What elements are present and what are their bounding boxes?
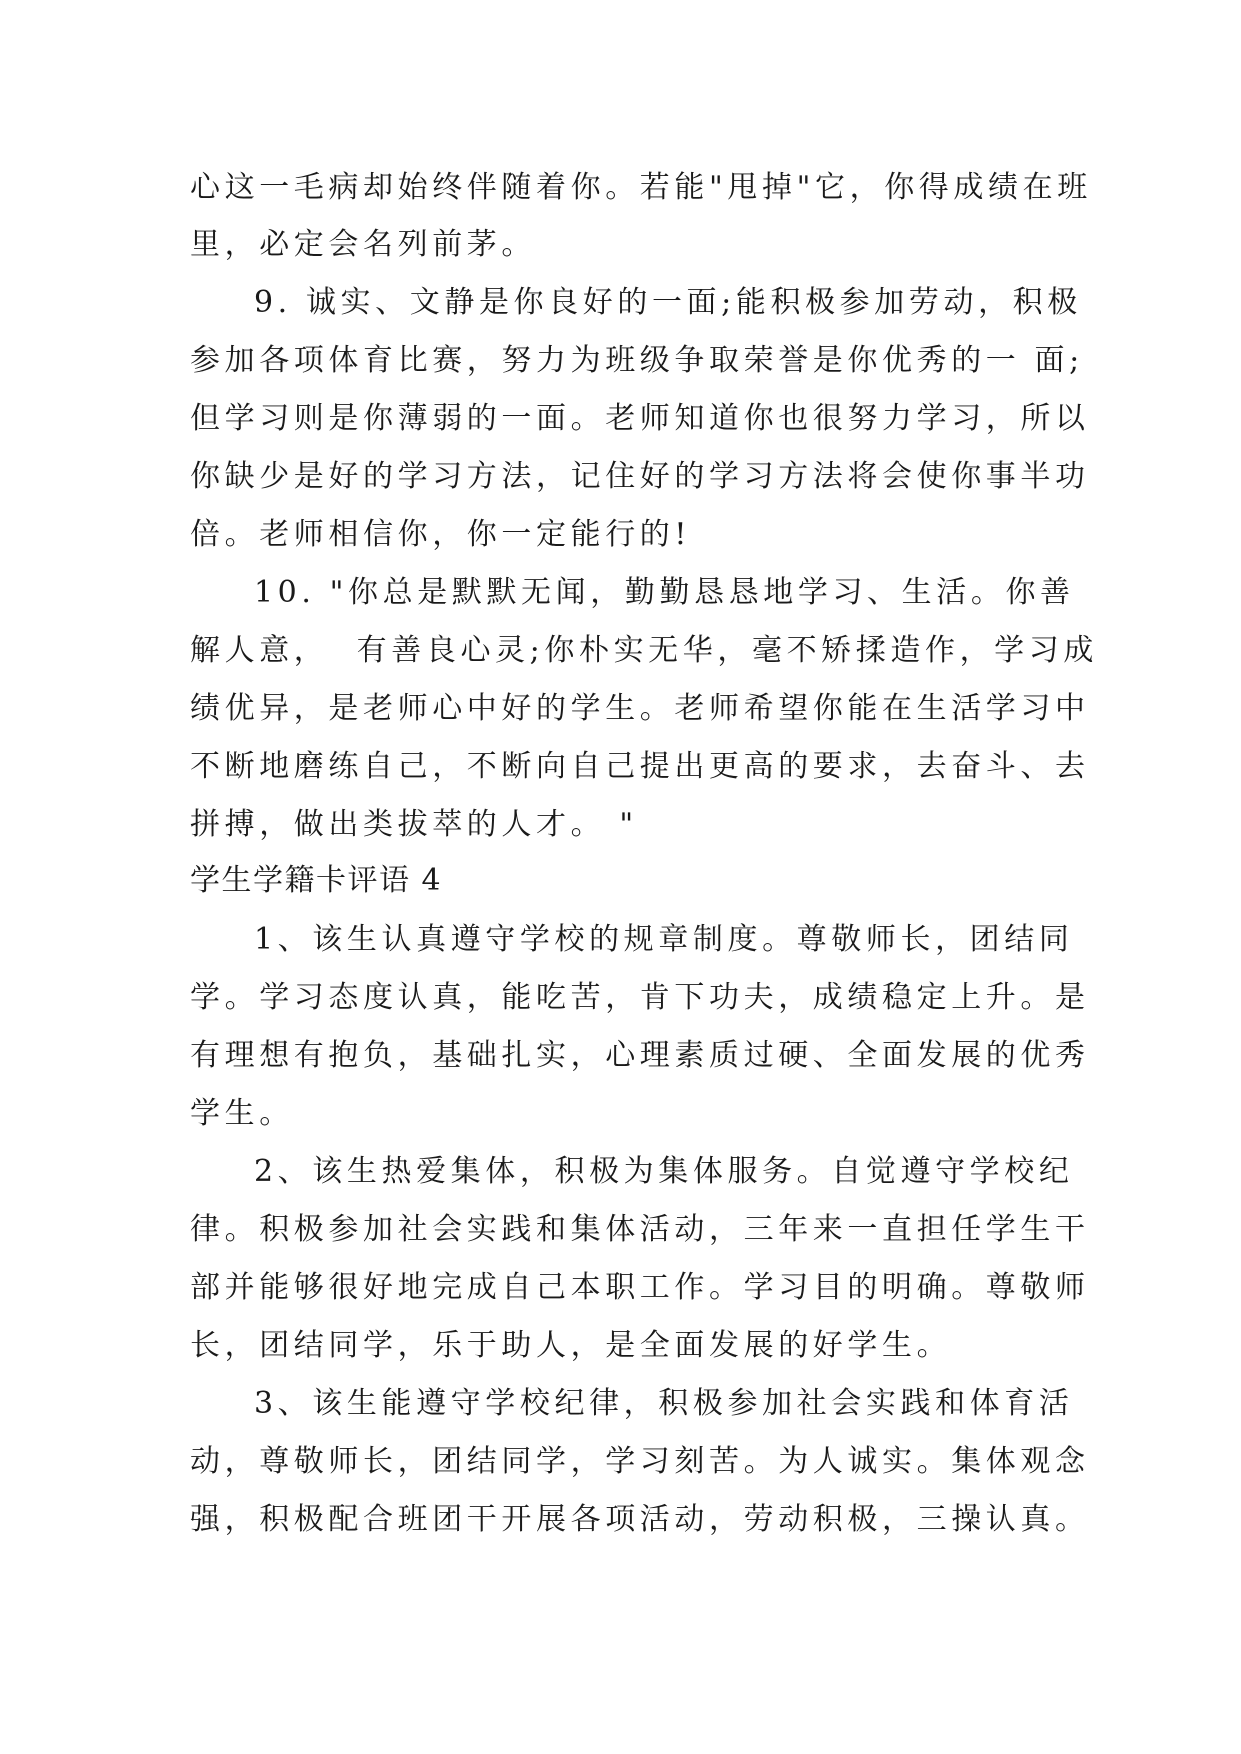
- text-line: 参加各项体育比赛，努力为班级争取荣誉是你优秀的一 面;: [190, 343, 1084, 378]
- text-line: 绩优异，是老师心中好的学生。老师希望你能在生活学习中: [190, 691, 1090, 726]
- text-line: 心这一毛病却始终伴随着你。若能"甩掉"它，你得成绩在班: [190, 170, 1092, 205]
- text-line: 有理想有抱负，基础扎实，心理素质过硬、全面发展的优秀: [190, 1038, 1090, 1073]
- text-line: 学生。: [190, 1096, 294, 1131]
- text-line: 强，积极配合班团干开展各项活动，劳动积极，三操认真。: [190, 1502, 1090, 1537]
- text-line: 部并能够很好地完成自己本职工作。学习目的明确。尊敬师: [190, 1270, 1090, 1305]
- text-line: 动，尊敬师长，团结同学，学习刻苦。为人诚实。集体观念: [190, 1444, 1090, 1479]
- text-line: 你缺少是好的学习方法，记住好的学习方法将会使你事半功: [190, 459, 1090, 494]
- text-line: 学。学习态度认真，能吃苦，肯下功夫，成绩稳定上升。是: [190, 980, 1090, 1015]
- paragraph-9-start: 9. 诚实、文静是你良好的一面;能积极参加劳动，积极: [254, 285, 1082, 320]
- text-line: 不断地磨练自己，不断向自己提出更高的要求，去奋斗、去: [190, 749, 1090, 784]
- text-line: 但学习则是你薄弱的一面。老师知道你也很努力学习，所以: [190, 401, 1090, 436]
- text-line: 里，必定会名列前茅。: [190, 227, 536, 262]
- text-line: 解人意， 有善良心灵;你朴实无华，毫不矫揉造作，学习成: [190, 633, 1098, 668]
- paragraph-1-start: 1、该生认真遵守学校的规章制度。尊敬师长，团结同: [254, 922, 1074, 957]
- text-line: 倍。老师相信你，你一定能行的!: [190, 517, 692, 552]
- paragraph-10-start: 10. "你总是默默无闻，勤勤恳恳地学习、生活。你善: [254, 575, 1075, 610]
- text-line: 律。积极参加社会实践和集体活动，三年来一直担任学生干: [190, 1212, 1090, 1247]
- paragraph-2-start: 2、该生热爱集体，积极为集体服务。自觉遵守学校纪: [254, 1154, 1074, 1189]
- paragraph-3-start: 3、该生能遵守学校纪律，积极参加社会实践和体育活: [254, 1386, 1074, 1421]
- section-heading: 学生学籍卡评语 4: [190, 863, 443, 898]
- text-line: 长，团结同学，乐于助人，是全面发展的好学生。: [190, 1328, 952, 1363]
- text-line: 拼搏，做出类拔萃的人才。 ": [190, 807, 638, 842]
